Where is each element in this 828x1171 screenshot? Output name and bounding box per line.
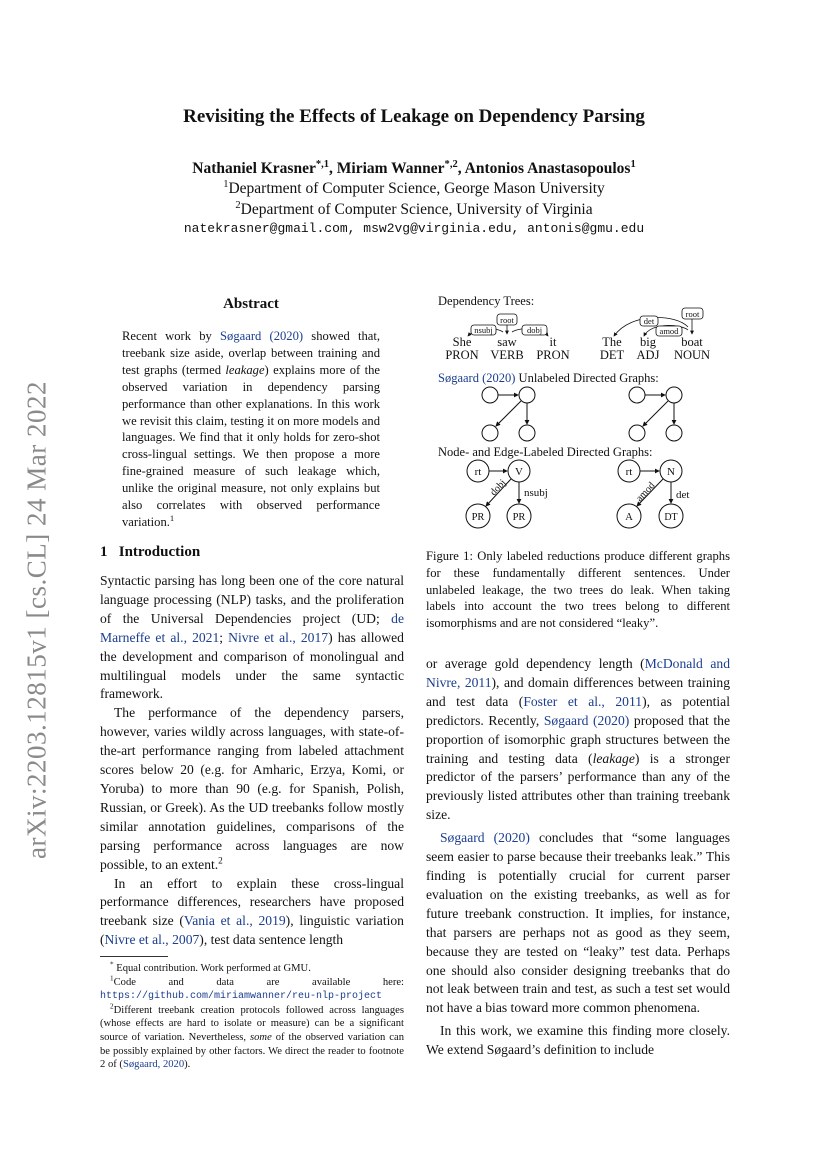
footnote-rule <box>100 956 168 957</box>
tree-pos: PRON <box>536 348 570 362</box>
paragraph: The performance of the dependency parsers, however, varies wildly across languages, with state-of-the-art performance ranging from labeled attachment scores below 20 (e.g. for Amharic, Erzya, Komi, or Yoruba) to more than 90 (e.g. for Spanish, Polish, Russian, or Greek). As the UD treebanks follow mostly similar annotation guidelines, comparisons of the parsing performance across languages are now possible, to an extent.$^2$ <box>100 705 404 872</box>
tree-pos: ADJ <box>636 348 660 362</box>
graph-edge-label: det <box>676 489 690 501</box>
labeled-graph-1 <box>466 460 548 528</box>
tree-pos: NOUN <box>673 348 711 362</box>
citation-link[interactable]: Nivre et al., 2017 <box>228 629 329 645</box>
code-url-link[interactable]: https://github.com/miriamwanner/reu-nlp-project <box>100 991 383 1003</box>
figure-label-unlabeled: Søgaard (2020) Unlabeled Directed Graphs: <box>438 371 659 385</box>
footnote-ref[interactable]: 1 <box>169 512 175 523</box>
figure-1-diagram <box>426 292 730 532</box>
left-column-body <box>100 572 404 950</box>
affiliation-text: Department of Computer Science, George Mason University <box>228 180 605 197</box>
tree-word: it <box>549 335 557 349</box>
paragraph: Syntactic parsing has long been one of the core natural language processing (NLP) tasks, and the proliferation of the Universal Dependencies project (UD; de Marneffe et al., 2021; Nivre et al., 2017) has allowed the development and comparison of monolingual and multilingual models under the same syntactic framework. <box>100 573 404 702</box>
graph-node-label: V <box>515 466 523 478</box>
graph-node-label: PR <box>471 512 485 523</box>
relation-label: dobj <box>526 325 543 335</box>
footnote: $^2$Different treebank creation protocols followed across languages (whose effects are hard to isolate or measure) can be a significant source of variation. Nevertheless, some of the observed variation can be possibly explained by other factors. We direct the reader to footnote 2 of (Søgaard, 2020). <box>100 1002 404 1071</box>
arxiv-sidebar <box>22 360 52 880</box>
citation-link[interactable]: Nivre et al., 2007 <box>104 932 200 948</box>
relation-label: amod <box>659 326 679 336</box>
figure-caption: Figure 1: Only labeled reductions produce different graphs for these fundamentally different sentences. Under unlabeled leakage, the two trees do leak. When taking labels into account the two trees belong to different isomorphisms and are not considered “leaky”. <box>426 549 730 631</box>
tree-word: saw <box>497 335 517 349</box>
relation-label: nsubj <box>474 325 493 335</box>
citation-link[interactable]: McDonald and Nivre, 2011 <box>426 656 730 690</box>
figure-label-trees: Dependency Trees: <box>438 294 535 308</box>
section-heading: 1 Introduction <box>100 544 201 560</box>
graph-edge-label: nsubj <box>524 487 548 499</box>
graph-node-label: N <box>667 466 675 478</box>
figure-1 <box>426 292 730 532</box>
tree-pos: DET <box>599 348 625 362</box>
footnote-ref[interactable]: 2 <box>218 855 223 866</box>
author-emails: natekrasner@gmail.com, msw2vg@virginia.edu, antonis@gmu.edu <box>183 221 645 236</box>
author-mark: *,1 <box>315 158 330 170</box>
dependency-tree-2 <box>600 308 710 362</box>
labeled-graph-2 <box>617 460 689 528</box>
footnote: $^1$Code and data are available here: https://github.com/miriamwanner/reu-nlp-project <box>100 974 404 1003</box>
relation-label: root <box>685 309 700 319</box>
tree-word: big <box>640 335 656 349</box>
affiliation-mark: 2 <box>235 199 241 211</box>
unlabeled-graph-2 <box>629 387 682 441</box>
tree-pos: PRON <box>445 348 479 362</box>
paragraph: or average gold dependency length (McDonald and Nivre, 2011), and domain differences between training and test data (Foster et al., 2011), as potential predictors. Recently, Søgaard (2020) proposed that the proportion of isomorphic graph structures between the training and testing data (leakage) is a stronger predictor of the parsers’ performance than any of the previously listed attributes other than training treebank size. <box>426 656 730 823</box>
author-name: Nathaniel Krasner <box>192 160 316 177</box>
abstract-heading: Abstract <box>223 296 279 312</box>
author-mark: *,2 <box>444 158 458 170</box>
relation-label: det <box>643 316 655 326</box>
tree-word: boat <box>681 335 703 349</box>
arxiv-identifier: arXiv:2203.12815v1 [cs.CL] 24 Mar 2022 <box>21 381 52 859</box>
tree-pos: VERB <box>490 348 524 362</box>
paragraph: In this work, we examine this finding more closely. We extend Søgaard’s definition to include <box>426 1023 730 1058</box>
affiliation-text: Department of Computer Science, University of Virginia <box>240 201 593 218</box>
right-column-body <box>426 655 730 1060</box>
graph-node-label: PR <box>512 512 526 523</box>
paragraph: Søgaard (2020) concludes that “some languages seem easier to parse because their treebanks leak.” This finding is potentially crucial for current parser evaluation on the existing treebanks, as well as for future treebank construction. It implies, for instance, that parsers are perhaps not as good as they seem, because they are tested on “leaky” test data. Perhaps one should also consider designing treebanks that do not leak between train and test, as such a test set would not have a bias toward more common phenomena. <box>426 830 731 1016</box>
tree-word: The <box>602 335 622 349</box>
citation-link[interactable]: Foster et al., 2011 <box>523 693 643 709</box>
unlabeled-graph-1 <box>482 387 535 441</box>
graph-node-label: rt <box>474 466 482 478</box>
citation-link[interactable]: de Marneffe et al., 2021 <box>100 610 404 645</box>
graph-edge-label: dobj <box>488 477 509 499</box>
graph-node-label: A <box>625 512 633 523</box>
citation-link[interactable]: Søgaard (2020) <box>543 712 630 728</box>
author-list: Nathaniel Krasner$^{*,1}$, Miriam Wanner$^{*,2}$, Antonios Anastasopoulos$^1$ <box>192 158 636 177</box>
paper-title: Revisiting the Effects of Leakage on Dependency Parsing <box>183 106 645 127</box>
affiliation-mark: 1 <box>223 178 229 190</box>
abstract-text: Recent work by Søgaard (2020) showed that, treebank size aside, overlap between training and test graphs (termed leakage) explains more of the observed variation in dependency parsing performance than other explanations. In this work we revisit this claim, testing it on more models and languages. We find that it only holds for zero-shot cross-lingual settings. We then propose a more fine-grained measure of such leakage which, unlike the original measure, not only explains but also correlates with observed performance variation.$^1$ <box>122 329 380 529</box>
footnotes <box>100 962 404 1072</box>
graph-node-label: DT <box>664 512 678 523</box>
citation-link[interactable]: Søgaard, 2020 <box>122 1059 185 1071</box>
paragraph: In an effort to explain these cross-lingual performance differences, researchers have proposed treebank size (Vania et al., 2019), linguistic variation (Nivre et al., 2007), test data sentence length <box>100 875 404 948</box>
affiliation <box>0 180 828 198</box>
graph-edge-label: amod <box>634 480 658 505</box>
citation-link[interactable]: Vania et al., 2019 <box>183 913 286 929</box>
affiliation <box>0 201 828 219</box>
author-name: Antonios Anastasopoulos <box>464 160 631 177</box>
tree-word: She <box>452 335 472 349</box>
graph-node-label: rt <box>625 466 633 478</box>
author-mark: 1 <box>630 158 636 170</box>
footnote: * Equal contribution. Work performed at GMU. <box>110 960 311 974</box>
dependency-tree-1 <box>445 314 569 362</box>
citation-link[interactable]: Søgaard (2020) <box>220 329 304 343</box>
citation-link[interactable]: Søgaard (2020) <box>440 830 530 846</box>
figure-label-labeled: Node- and Edge-Labeled Directed Graphs: <box>438 445 653 459</box>
author-name: Miriam Wanner <box>336 160 445 177</box>
relation-label: root <box>500 315 514 325</box>
